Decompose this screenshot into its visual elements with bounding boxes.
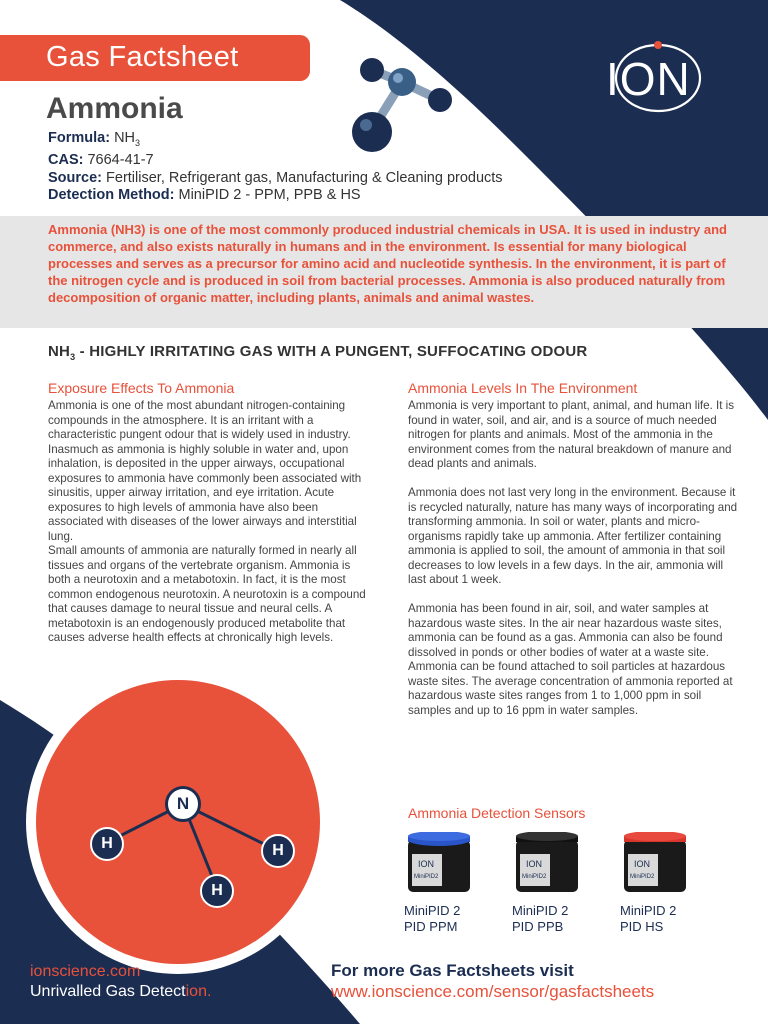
environment-section	[408, 380, 743, 733]
footer-left	[30, 962, 211, 1002]
environment-title: Ammonia Levels In The Environment	[408, 380, 638, 396]
ion-logo[interactable]	[600, 40, 730, 125]
exposure-section	[48, 380, 373, 646]
environment-paragraph-2: Ammonia does not last very long in the environment. Because it is recycled naturally, nature has many ways of incorporating and transforming ammonia. In soil or water, plants and micro-organisms rapidly take up ammonia. After fertilizer containing ammonia is applied to soil, the amount of ammonia in that soil decreases to low levels in a few days. In the air, ammonia will last about 1 week.	[408, 486, 738, 586]
hydrogen-atom-left: H	[90, 827, 124, 861]
sensor-ppm-label: MiniPID 2 PID PPM	[404, 903, 461, 934]
hydrogen-atom-bottom: H	[200, 874, 234, 908]
hydrogen-atom-right: H	[261, 834, 295, 868]
svg-text:ION: ION	[634, 859, 651, 869]
factsheets-link[interactable]: www.ionscience.com/sensor/gasfactsheets	[331, 982, 655, 1001]
formula-row: Formula: $NH_3$	[48, 130, 141, 148]
sensor-ppb-icon	[512, 832, 582, 894]
svg-text:MiniPID2: MiniPID2	[414, 874, 439, 880]
source-row: Source: Fertiliser, Refrigerant gas, Manufacturing & Cleaning products	[48, 169, 503, 186]
svg-text:MiniPID2: MiniPID2	[630, 874, 655, 880]
intro-paragraph: Ammonia (NH3) is one of the most commonly produced industrial chemicals in USA. It is used in industry and commerce, and also exists naturally in humans and in the environment. Is essential for many biological processes and serves as a precursor for amino acid and nucleotide synthesis. In the environment, it is part of the nitrogen cycle and is produced in soil from bacterial processes. Ammonia is also produced naturally from decomposition of organic matter, including plants, animals and animal wastes.	[48, 222, 727, 305]
sensor-hs-label: MiniPID 2 PID HS	[620, 903, 677, 934]
more-factsheets-text: For more Gas Factsheets visit	[331, 961, 574, 980]
hazard-headline: $NH_3$ - HIGHLY IRRITATING GAS WITH A PUNGENT, SUFFOCATING ODOUR	[48, 343, 588, 362]
environment-paragraph-1: Ammonia is very important to plant, animal, and human life. It is found in water, soil, and air, and is a source of much needed nitrogen for plants and animals. Most of the ammonia in the environment comes from the natural breakdown of manure and dead plants and animals.	[408, 399, 735, 470]
sensor-card-ppb[interactable]	[512, 832, 582, 935]
sensor-ppb-label: MiniPID 2 PID PPB	[512, 903, 569, 934]
cas-row: CAS: 7664-41-7	[48, 152, 154, 169]
gas-name-title: Ammonia	[46, 92, 183, 125]
title-banner	[0, 35, 310, 81]
molecule-circle	[36, 680, 320, 964]
nitrogen-atom: N	[165, 786, 201, 822]
svg-text:ION: ION	[526, 859, 543, 869]
sensor-card-ppm[interactable]	[404, 832, 474, 935]
tagline: Unrivalled Gas Detection.	[30, 983, 212, 1000]
svg-text:ION: ION	[418, 859, 435, 869]
sensor-card-hs[interactable]	[620, 832, 690, 935]
exposure-title: Exposure Effects To Ammonia	[48, 380, 235, 396]
ion-logo-text: ION	[606, 53, 691, 105]
banner-text: Gas Factsheet	[46, 41, 239, 73]
site-link[interactable]: ionscience.com	[30, 963, 141, 980]
sensor-ppm-icon	[404, 832, 474, 894]
detection-row: Detection Method: MiniPID 2 - PPM, PPB & HS	[48, 187, 361, 204]
exposure-paragraph-1: Ammonia is one of the most abundant nitrogen-containing compounds in the atmosphere. It is an irritant with a characteristic pungent odour that is widely used in industry. Inasmuch as ammonia is highly soluble in water and, upon inhalation, is deposited in the upper airways, occupational exposures to ammonia have commonly been associated with sinusitis, upper airway irritation, and eye irritation. Acute exposures to high levels of ammonia have also been associated with diseases of the lower airways and interstitial lung.	[48, 399, 362, 543]
environment-paragraph-3: Ammonia has been found in air, soil, and water samples at hazardous waste sites. In the air near hazardous waste sites, ammonia can be found as a gas. Ammonia can also be found dissolved in ponds or other bodies of water at a waste site. Ammonia can be found attached to soil particles at hazardous waste sites. The average concentration of ammonia reported at hazardous waste sites ranges from 1 to 1,000 ppm in soil samples and up to 16 ppm in water samples.	[408, 602, 733, 717]
gas-meta-info	[48, 130, 503, 205]
footer-right	[331, 960, 654, 1002]
sensors-title: Ammonia Detection Sensors	[408, 805, 586, 821]
exposure-paragraph-2: Small amounts of ammonia are naturally formed in nearly all tissues and organs of the vertebrate organism. Ammonia is both a neurotoxin and a metabotoxin. In fact, it is the most common endogenous neurotoxin. A neurotoxin is a compound that causes damage to neural tissue and neural cells. A metabotoxin is an endogenously produced metabolite that causes adverse health effects at chronically high levels.	[48, 544, 366, 644]
sensor-hs-icon	[620, 832, 690, 894]
svg-text:MiniPID2: MiniPID2	[522, 874, 547, 880]
